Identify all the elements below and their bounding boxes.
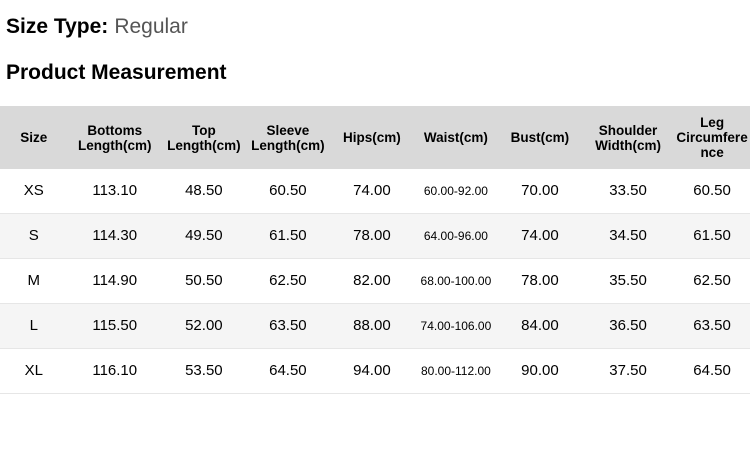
cell-shoulder-width: 37.50: [582, 349, 674, 394]
cell-shoulder-width: 34.50: [582, 214, 674, 259]
cell-leg-circumference: 61.50: [674, 214, 750, 259]
cell-size: M: [0, 259, 68, 304]
column-header-bust: Bust(cm): [498, 106, 582, 169]
cell-bust: 70.00: [498, 169, 582, 214]
cell-sleeve-length: 60.50: [246, 169, 330, 214]
table-row: [0, 259, 750, 304]
table-row: [0, 304, 750, 349]
measurement-table-container: [0, 106, 750, 394]
cell-leg-circumference: 62.50: [674, 259, 750, 304]
column-header-leg-circumference: Leg Circumference: [674, 106, 750, 169]
cell-sleeve-length: 64.50: [246, 349, 330, 394]
cell-shoulder-width: 33.50: [582, 169, 674, 214]
cell-waist: 60.00-92.00: [414, 169, 498, 214]
cell-bottoms-length: 116.10: [68, 349, 162, 394]
cell-bottoms-length: 115.50: [68, 304, 162, 349]
cell-shoulder-width: 35.50: [582, 259, 674, 304]
column-header-waist: Waist(cm): [414, 106, 498, 169]
cell-bust: 90.00: [498, 349, 582, 394]
cell-sleeve-length: 63.50: [246, 304, 330, 349]
cell-size: XS: [0, 169, 68, 214]
cell-bottoms-length: 114.90: [68, 259, 162, 304]
cell-sleeve-length: 62.50: [246, 259, 330, 304]
size-type-row: [0, 0, 750, 40]
cell-size: S: [0, 214, 68, 259]
column-header-bottoms-length: Bottoms Length(cm): [68, 106, 162, 169]
table-header: [0, 106, 750, 169]
cell-leg-circumference: 64.50: [674, 349, 750, 394]
column-header-top-length: Top Length(cm): [162, 106, 246, 169]
cell-bust: 74.00: [498, 214, 582, 259]
cell-waist: 68.00-100.00: [414, 259, 498, 304]
table-row: [0, 169, 750, 214]
cell-top-length: 53.50: [162, 349, 246, 394]
column-header-size: Size: [0, 106, 68, 169]
column-header-shoulder-width: Shoulder Width(cm): [582, 106, 674, 169]
cell-top-length: 48.50: [162, 169, 246, 214]
measurement-table: [0, 106, 750, 394]
cell-bust: 78.00: [498, 259, 582, 304]
cell-waist: 80.00-112.00: [414, 349, 498, 394]
cell-leg-circumference: 60.50: [674, 169, 750, 214]
column-header-sleeve-length: Sleeve Length(cm): [246, 106, 330, 169]
cell-waist: 64.00-96.00: [414, 214, 498, 259]
cell-size: L: [0, 304, 68, 349]
table-header-row: [0, 106, 750, 169]
cell-waist: 74.00-106.00: [414, 304, 498, 349]
cell-bottoms-length: 114.30: [68, 214, 162, 259]
cell-hips: 82.00: [330, 259, 414, 304]
cell-size: XL: [0, 349, 68, 394]
table-row: [0, 349, 750, 394]
cell-sleeve-length: 61.50: [246, 214, 330, 259]
cell-bust: 84.00: [498, 304, 582, 349]
cell-top-length: 50.50: [162, 259, 246, 304]
cell-shoulder-width: 36.50: [582, 304, 674, 349]
cell-hips: 88.00: [330, 304, 414, 349]
product-measurement-title: Product Measurement: [6, 61, 227, 84]
table-body: [0, 169, 750, 394]
cell-top-length: 52.00: [162, 304, 246, 349]
column-header-hips: Hips(cm): [330, 106, 414, 169]
size-type-label: Size Type:: [6, 15, 109, 38]
cell-hips: 78.00: [330, 214, 414, 259]
cell-leg-circumference: 63.50: [674, 304, 750, 349]
cell-hips: 74.00: [330, 169, 414, 214]
cell-top-length: 49.50: [162, 214, 246, 259]
cell-bottoms-length: 113.10: [68, 169, 162, 214]
cell-hips: 94.00: [330, 349, 414, 394]
size-type-value: Regular: [114, 15, 188, 38]
table-row: [0, 214, 750, 259]
